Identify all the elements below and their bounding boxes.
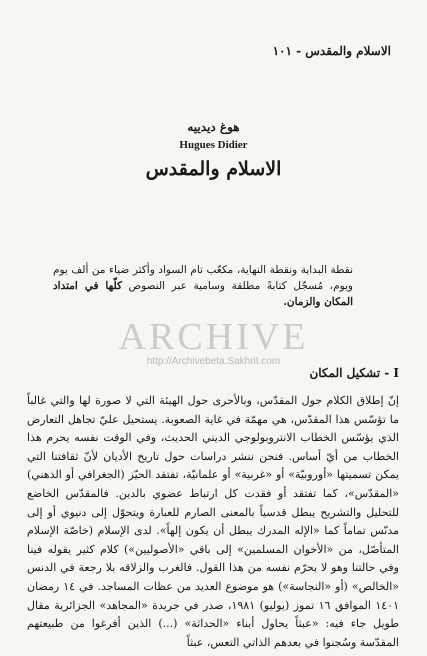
running-head: الاسلام والمقدس - ١٠١ xyxy=(272,44,391,58)
body-paragraph: إنّ إطلاق الكلام حول المقدّس، وبالأحرى حول الهيئة التي لا صورة لها والتي غالباً ما تؤسّس هذا المقدّس، هي مهمّة في غاية الصعوبة. يستحيل عليّ تجاهل التعارض الذي يؤسّس الخطاب الانتروبولوجي الديني الحديث، وفي الوقت نفسه يحرم هذا الخطاب من أيّ أساس. فنحن ننشر دراسات حول تاريخ الأديان لأنّ ثقافتنا التي يمكن تسميتها «أوروبيّة» أو «غربية» أو علمانيّة، تفتقد الحيّز (الجغرافي أو الذهني) «المقدّس»، كما تفتقد أو فقدت كل ارتباط عضوي بالدين. فالمقدّس الخاضع للتحليل والتشريح يبطل قدسياً بالمعنى الصارم للعبارة ويتحوّل إلى دنيوي أو إلى مدنّس تماماً كما «الإله المدرك يبطل أن يكون إلهاً». لدى الإسلام (خاصّة الإسلام المتأصّل، من «الأخوان المسلمين» إلى باقي «الأصوليين») كلام كثير يقوله فينا وفي حالتنا وهو لا يحرّم نفسه من هذا القول. فالغرب والزلاقه بلا رجعة في الدنس «الخالص» (أو «النجاسة») هو موضوع العديد من عظات المساجد. في ١٤ رمضان ١٤٠١ الموافق ١٦ تموز (يوليو) ١٩٨١، صدر في جريدة «المجاهد» الجزائرية مقال طويل جاء فيه: «عبثاً يحاول أبناء «الحداثة» (...) الذين أفرغوا من طبيعتهم المقدّسة وسُجنوا في بعدهم الذاتي التعس، عبثاً xyxy=(27,394,400,649)
abstract-text: نقطة البداية ونقطة النهاية، مكعّب تام السواد وأكثر ضياء من ألف يوم ويوم، مُسجّل كتابةً مطلقة وسامية عبر النصوص xyxy=(53,264,353,292)
article-abstract xyxy=(53,262,353,310)
archive-watermark: ARCHIVE xyxy=(118,316,309,358)
section-heading: I - تشكيل المكان xyxy=(309,366,399,380)
article-title: الاسلام والمقدس xyxy=(145,158,282,180)
author-name-latin: Hugues Didier xyxy=(179,139,248,151)
author-name-arabic: هوغ ديدييه xyxy=(187,120,240,134)
abstract-emphasis: كلّها في امتداد المكان والزمان. xyxy=(53,280,353,308)
body-text xyxy=(27,392,399,652)
archive-watermark-url: http://Archivebeta.Sakhrit.com xyxy=(146,356,281,367)
